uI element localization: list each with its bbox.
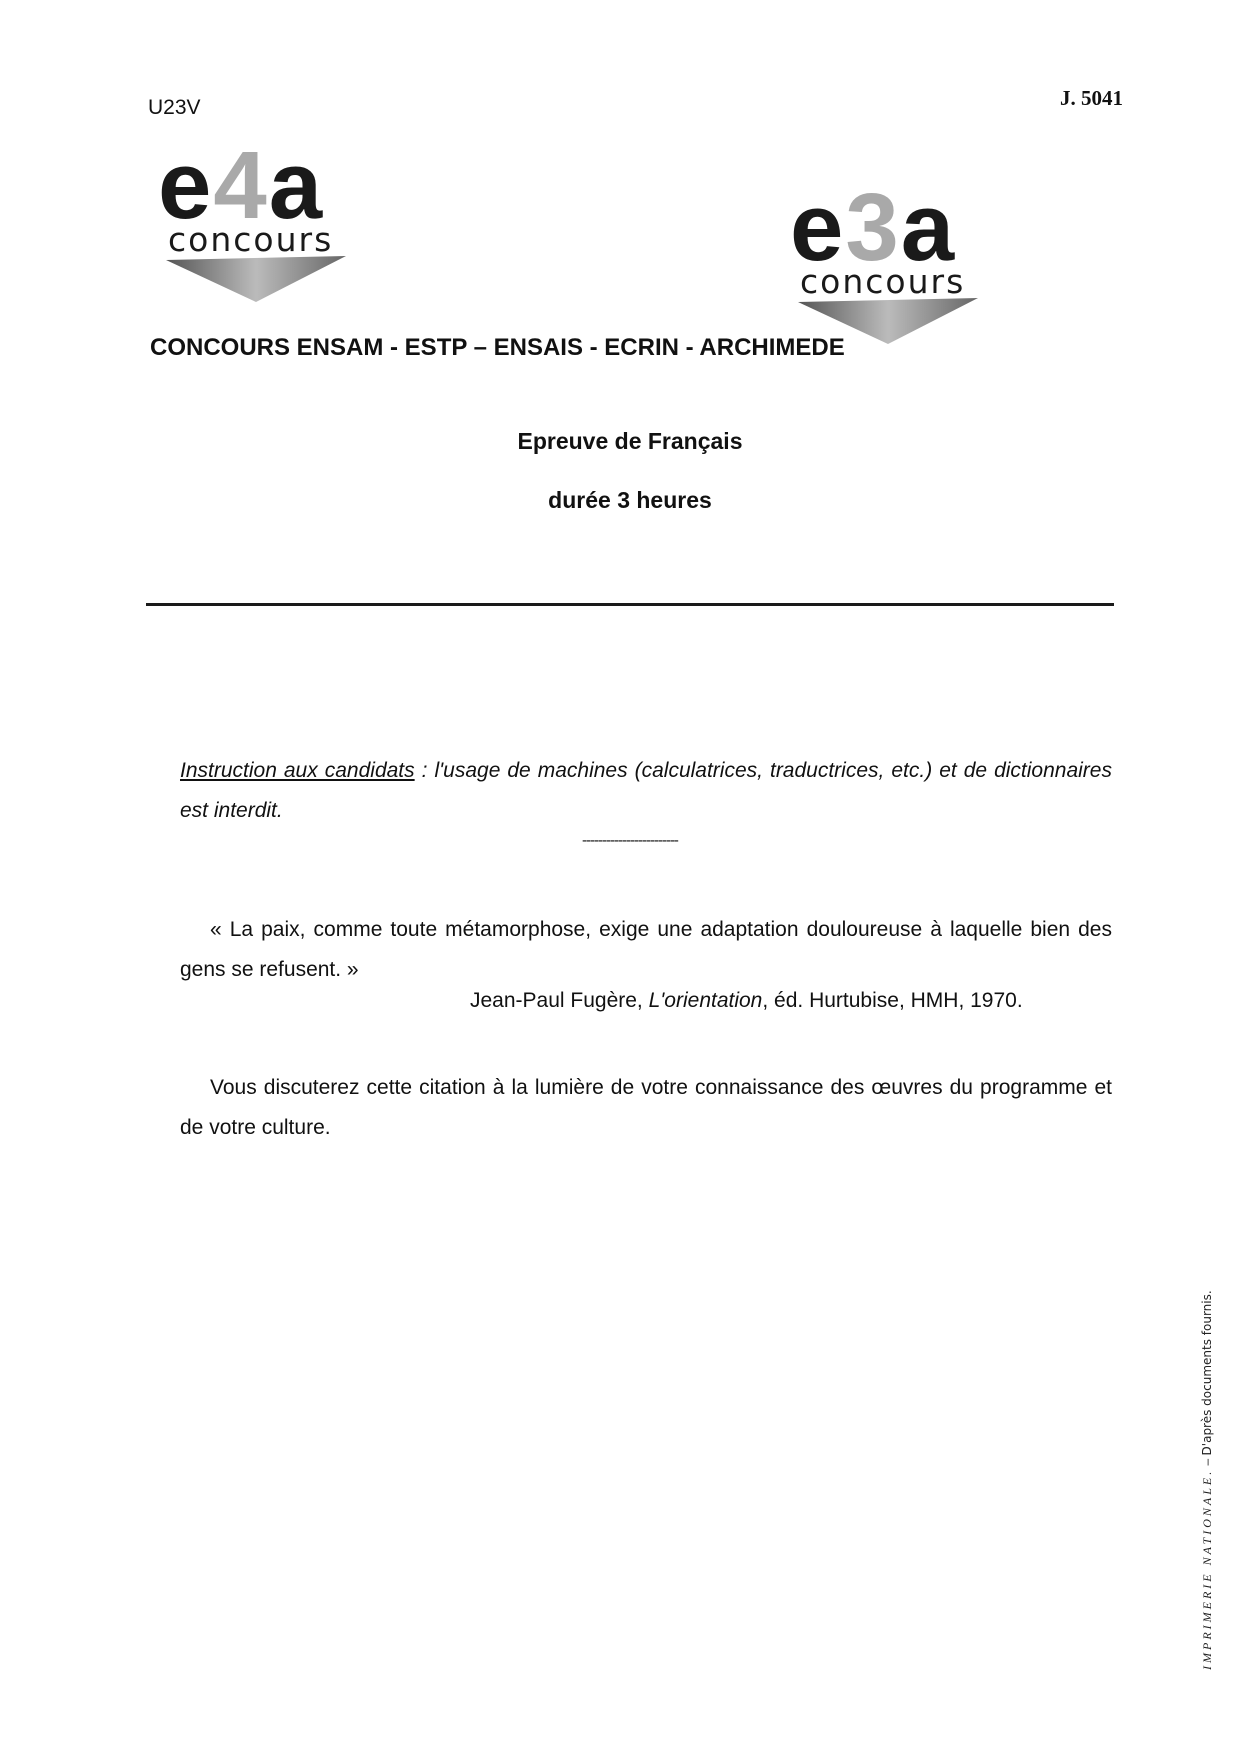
- instruction-lead: Instruction aux candidats: [180, 759, 415, 782]
- printer-name: IMPRIMERIE NATIONALE.: [1200, 1468, 1214, 1670]
- logo-mark: e4a: [158, 132, 325, 239]
- logo-mark: e3a: [790, 174, 957, 281]
- exam-title: Epreuve de Français: [517, 428, 743, 454]
- logo-word: concours: [168, 220, 334, 259]
- instruction-text: : l'usage de machines (calculatrices, traductrices, etc.) et de dictionnaires est interdit.: [180, 759, 1112, 822]
- source-note: D'après documents fournis.: [1200, 1290, 1214, 1456]
- separator: ------------------------: [582, 832, 678, 849]
- printer-note-separator: –: [1200, 1455, 1214, 1469]
- chevron-down-icon: [166, 256, 346, 306]
- e4a-logo: [158, 132, 358, 308]
- document-reference: J. 5041: [1060, 86, 1123, 110]
- source-author: Jean-Paul Fugère,: [470, 989, 649, 1012]
- quotation: « La paix, comme toute métamorphose, exige une adaptation douloureuse à laquelle bien des gens se refusent. »: [180, 918, 1112, 981]
- source-details: , éd. Hurtubise, HMH, 1970.: [762, 989, 1023, 1012]
- institutions-heading: CONCOURS ENSAM - ESTP – ENSAIS - ECRIN - ARCHIMEDE: [150, 334, 845, 361]
- logo-word: concours: [800, 262, 966, 301]
- e3a-logo: [790, 174, 990, 350]
- printer-note: [1200, 1290, 1215, 1670]
- subject-code: U23V: [148, 96, 201, 119]
- quotation-source: [470, 989, 1023, 1013]
- candidate-instruction: [180, 751, 1112, 831]
- exam-duration: durée 3 heures: [548, 487, 712, 513]
- source-work: L'orientation: [648, 989, 763, 1012]
- essay-prompt: Vous discuterez cette citation à la lumière de votre connaissance des œuvres du programme et de votre culture.: [180, 1076, 1112, 1139]
- horizontal-rule: [146, 603, 1114, 606]
